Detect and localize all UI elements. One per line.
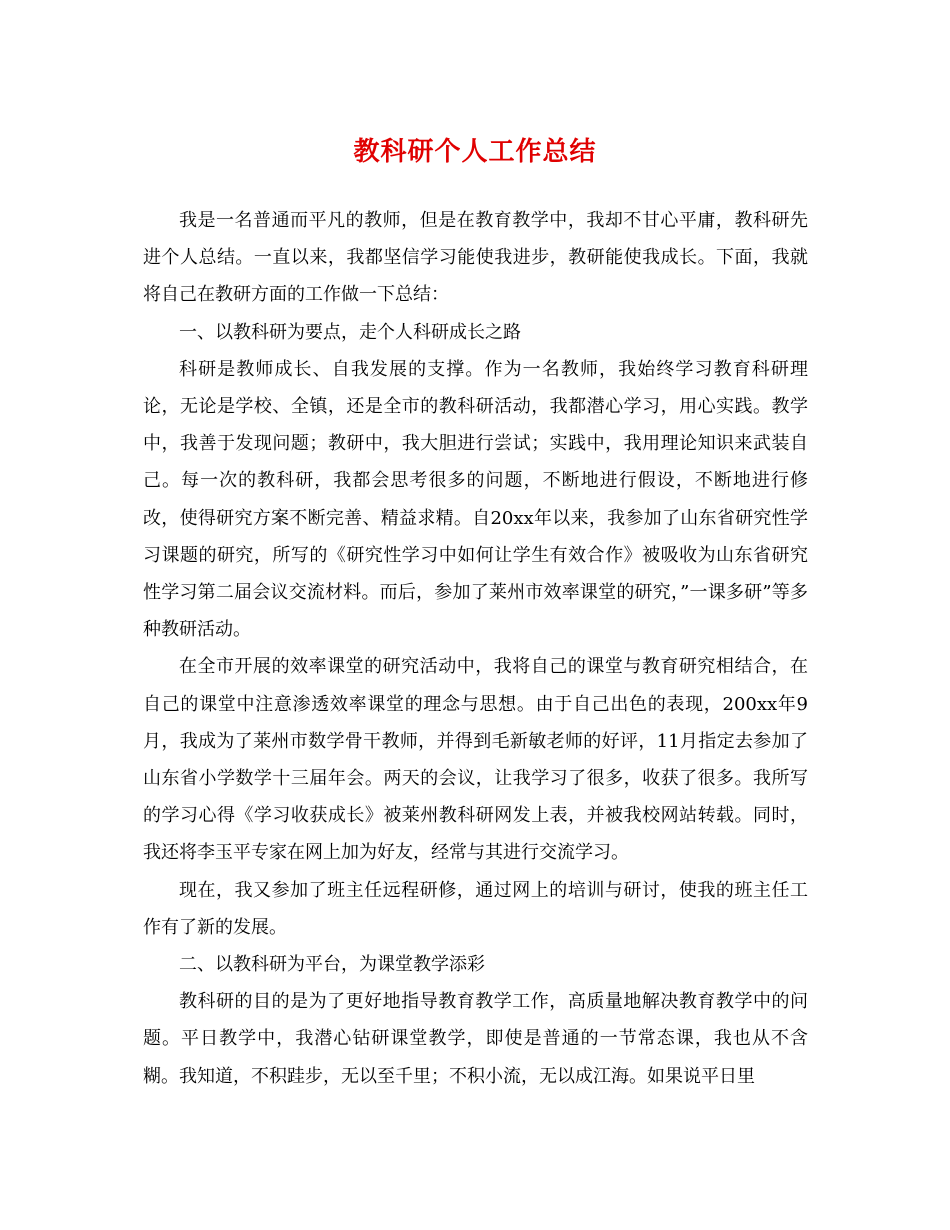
paragraph-efficiency-class: 在全市开展的效率课堂的研究活动中，我将自己的课堂与教育研究相结合，在自己的课堂中注意渗透效率课堂的理念与思想。由于自己出色的表现，200xx年9月，我成为了莱州市数学骨干教师，并得到毛新敏老师的好评，11月指定去参加了山东省小学数学十三届年会。两天的会议，让我学习了很多，收获了很多。我所写的学习心得《学习收获成长》被莱州教科研网发上表，并被我校网站转载。同时，我还将李玉平专家在网上加为好友，经常与其进行交流学习。 bbox=[143, 656, 808, 864]
paragraph-research: 科研是教师成长、自我发展的支撑。作为一名教师，我始终学习教育科研理论，无论是学校、全镇，还是全市的教科研活动，我都潜心学习，用心实践。教学中，我善于发现问题；教研中，我大胆进行尝试；实践中，我用理论知识来武装自己。每一次的教科研，我都会思考很多的问题，不断地进行假设，不断地进行修改，使得研究方案不断完善、精益求精。自20xx年以来，我参加了山东省研究性学习课题的研究，所写的《研究性学习中如何让学生有效合作》被吸收为山东省研究性学习第二届会议交流材料。而后，参加了莱州市效率课堂的研究，”一课多研”等多种教研活动。 bbox=[143, 358, 808, 641]
paragraph-classroom: 教科研的目的是为了更好地指导教育教学工作，高质量地解决教育教学中的问题。平日教学中，我潜心钻研课堂教学，即使是普通的一节常态课，我也从不含糊。我知道，不积跬步，无以至千里；不积小流，无以成江海。如果说平日里 bbox=[143, 991, 808, 1087]
paragraph-head-teacher: 现在，我又参加了班主任远程研修，通过网上的培训与研讨，使我的班主任工作有了新的发展。 bbox=[143, 879, 808, 938]
section-heading-1: 一、以教科研为要点，走个人科研成长之路 bbox=[179, 321, 521, 343]
document-title: 教科研个人工作总结 bbox=[353, 137, 597, 167]
section-heading-2: 二、以教科研为平台，为课堂教学添彩 bbox=[179, 954, 485, 976]
paragraph-intro: 我是一名普通而平凡的教师，但是在教育教学中，我却不甘心平庸，教科研先进个人总结。一直以来，我都坚信学习能使我进步，教研能使我成长。下面，我就将自己在教研方面的工作做一下总结： bbox=[143, 210, 808, 306]
document-body bbox=[143, 202, 808, 1095]
